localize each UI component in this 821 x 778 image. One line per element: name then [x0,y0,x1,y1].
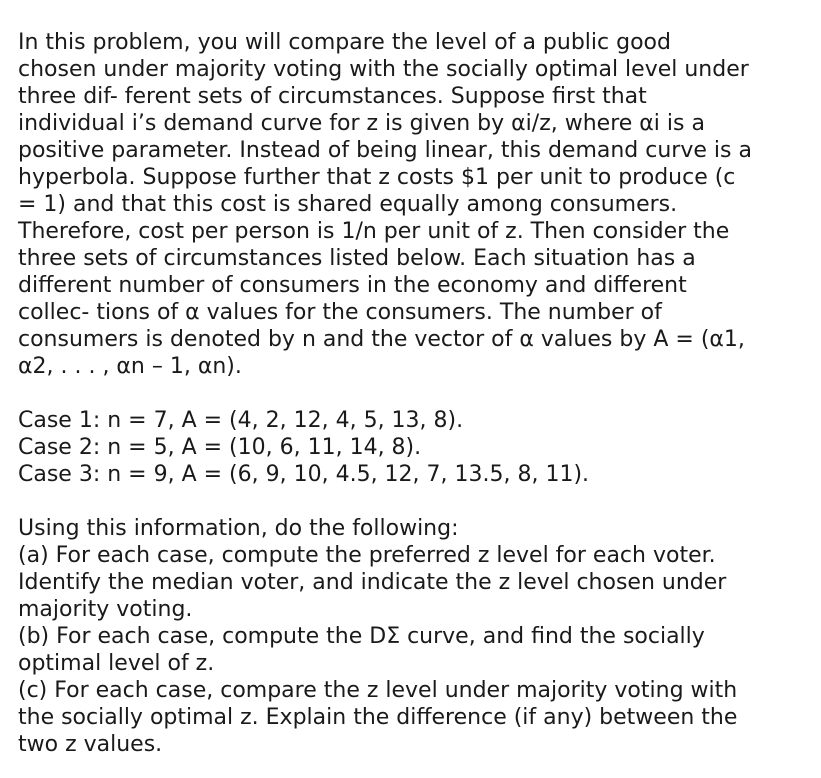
instruction-line: majority voting. [18,597,193,622]
case-line: Case 3: n = 9, A = (6, 9, 10, 4.5, 12, 7, 13.5, 8, 11). [18,462,590,487]
instructions-list [18,515,808,758]
intro-line: three dif- ferent sets of circumstances. Suppose first that [18,84,647,109]
intro-line: α2, . . . , αn – 1, αn). [18,354,242,379]
case-line: Case 1: n = 7, A = (4, 2, 12, 4, 5, 13, 8). [18,408,464,433]
intro-line: three sets of circumstances listed below. Each situation has a [18,246,696,271]
instruction-line: two z values. [18,732,163,757]
instruction-line: the socially optimal z. Explain the difference (if any) between the [18,705,738,730]
intro-line: Therefore, cost per person is 1/n per unit of z. Then consider the [18,219,730,244]
intro-paragraph [18,29,808,380]
intro-line: hyperbola. Suppose further that z costs $1 per unit to produce (c [18,165,736,190]
intro-line: different number of consumers in the economy and different [18,273,687,298]
cases-list [18,407,808,488]
intro-line: In this problem, you will compare the level of a public good [18,30,671,55]
instruction-line: (a) For each case, compute the preferred z level for each voter. [18,543,716,568]
paragraph-gap [18,380,808,407]
instruction-line: (b) For each case, compute the DΣ curve, and find the socially [18,624,705,649]
instruction-line: (c) For each case, compare the z level under majority voting with [18,678,738,703]
paragraph-gap [18,488,808,515]
case-line: Case 2: n = 5, A = (10, 6, 11, 14, 8). [18,435,422,460]
intro-line: positive parameter. Instead of being linear, this demand curve is a [18,138,752,163]
intro-line: = 1) and that this cost is shared equally among consumers. [18,192,678,217]
intro-line: individual i’s demand curve for z is given by αi/z, where αi is a [18,111,705,136]
intro-line: chosen under majority voting with the socially optimal level under [18,57,749,82]
instruction-line: optimal level of z. [18,651,215,676]
intro-line: collec- tions of α values for the consumers. The number of [18,300,662,325]
instruction-line: Using this information, do the following: [18,516,459,541]
intro-line: consumers is denoted by n and the vector of α values by A = (α1, [18,327,745,352]
instruction-line: Identify the median voter, and indicate the z level chosen under [18,570,727,595]
